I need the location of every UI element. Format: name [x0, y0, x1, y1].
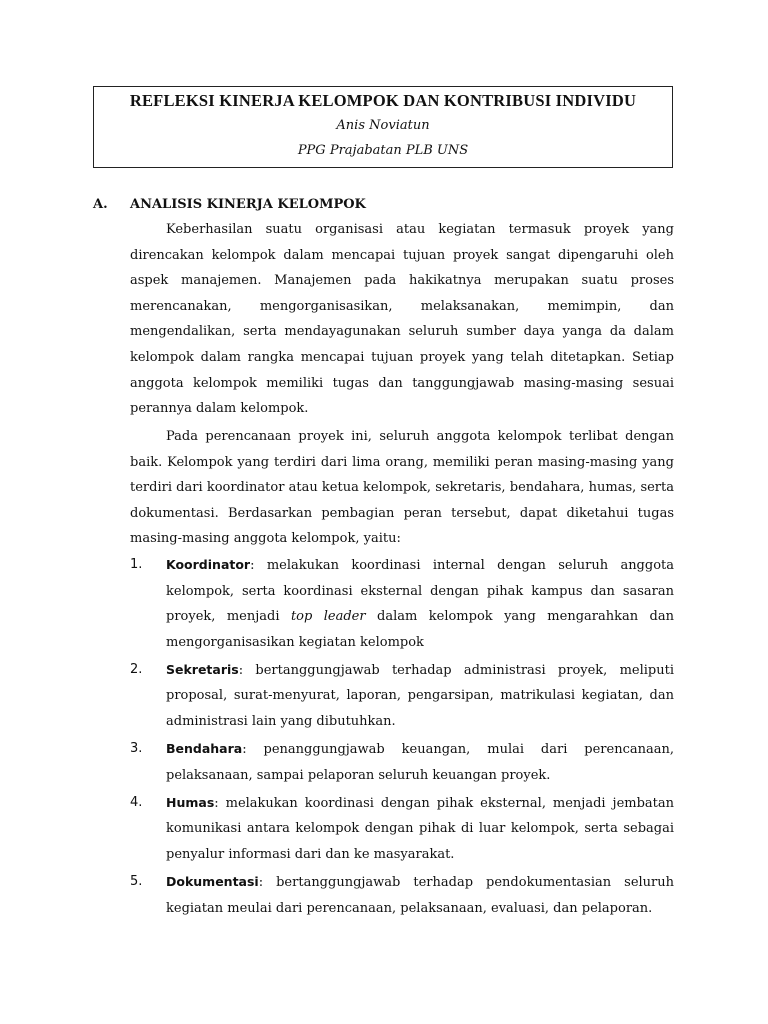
role-separator: : [250, 558, 267, 573]
list-number: 2. [130, 661, 143, 677]
role-description: melakukan koordinasi dengan pihak eksternal, menjadi jembatan komunikasi antara kelompok dengan pihak di luar kelompok, serta sebagai penyalur informasi dari dan ke masyarakat. [166, 795, 675, 863]
list-number: 4. [130, 794, 143, 810]
author-affiliation: PPG Prajabatan PLB UNS [297, 143, 469, 158]
paragraph-planning: Pada perencanaan proyek ini, seluruh anggota kelompok terlibat dengan baik. Kelompok yang terdiri dari lima orang, memiliki peran masing-masing yang terdiri dari koordinator atau ketua kelompok, sekretaris, bendahara, humas, serta dokumentasi. Berdasarkan pembagian peran tersebut, dapat diketahui tugas masing-masing anggota kelompok, yaitu: [130, 429, 674, 547]
document-title: REFLEKSI KINERJA KELOMPOK DAN KONTRIBUSI INDIVIDU [129, 91, 637, 110]
role-separator: : [238, 662, 256, 678]
role-term: Koordinator [166, 557, 251, 572]
role-separator: : [242, 742, 264, 758]
role-list [130, 552, 674, 923]
paragraph-management: Keberhasilan suatu organisasi atau kegiatan termasuk proyek yang direncakan kelompok dalam mencapai tujuan proyek sangat dipengaruhi oleh aspek manajemen. Manajemen pada hakikatnya merupakan suatu proses merencanakan, mengorganisasikan, melaksanakan, memimpin, dan mengendalikan, serta mendayagunakan seluruh sumber daya yanga da dalam kelompok dalam rangka mencapai tujuan proyek yang telah ditetapkan. Setiap anggota kelompok memiliki tugas dan tanggungjawab masing-masing sesuai perannya dalam kelompok. [130, 222, 674, 417]
role-term: Humas [166, 794, 215, 810]
list-number: 5. [130, 874, 143, 890]
title-box [93, 86, 673, 168]
role-description: bertanggungjawab terhadap pendokumentasian seluruh kegiatan meulai dari perencanaan, pelaksanaan, evaluasi, dan pelaporan. [166, 875, 674, 916]
section-letter: A. [93, 197, 108, 212]
list-item-dokumentasi [130, 869, 674, 921]
list-number: 3. [130, 741, 143, 757]
section-heading [93, 195, 673, 215]
author-name: Anis Noviatun [336, 118, 430, 133]
role-description-end: dalam kelompok yang mengarahkan dan mengorganisasikan kegiatan kelompok [166, 609, 674, 650]
section-title: ANALISIS KINERJA KELOMPOK [130, 197, 366, 212]
list-item-koordinator [130, 552, 674, 655]
role-description: penanggungjawab keuangan, mulai dari perencanaan, pelaksanaan, sampai pelaporan seluruh keuangan proyek. [166, 742, 674, 783]
role-description: bertanggungjawab terhadap administrasi proyek, meliputi proposal, surat-menyurat, laporan, pengarsipan, matrikulasi kegiatan, dan administrasi lain yang dibutuhkan. [166, 662, 675, 730]
list-item-sekretaris [130, 657, 674, 735]
list-item-bendahara [130, 736, 674, 788]
role-italic-term: top leader [290, 609, 366, 625]
role-separator: : [214, 795, 226, 811]
role-description: melakukan koordinasi internal dengan seluruh anggota kelompok, serta koordinasi eksternal dengan pihak kampus dan sasaran proyek, menjadi [166, 558, 675, 625]
list-number: 1. [130, 557, 143, 572]
list-item-humas [130, 790, 674, 868]
role-separator: : [258, 875, 277, 891]
role-term: Dokumentasi [166, 874, 259, 890]
role-term: Sekretaris [166, 661, 239, 677]
role-term: Bendahara [166, 741, 243, 757]
